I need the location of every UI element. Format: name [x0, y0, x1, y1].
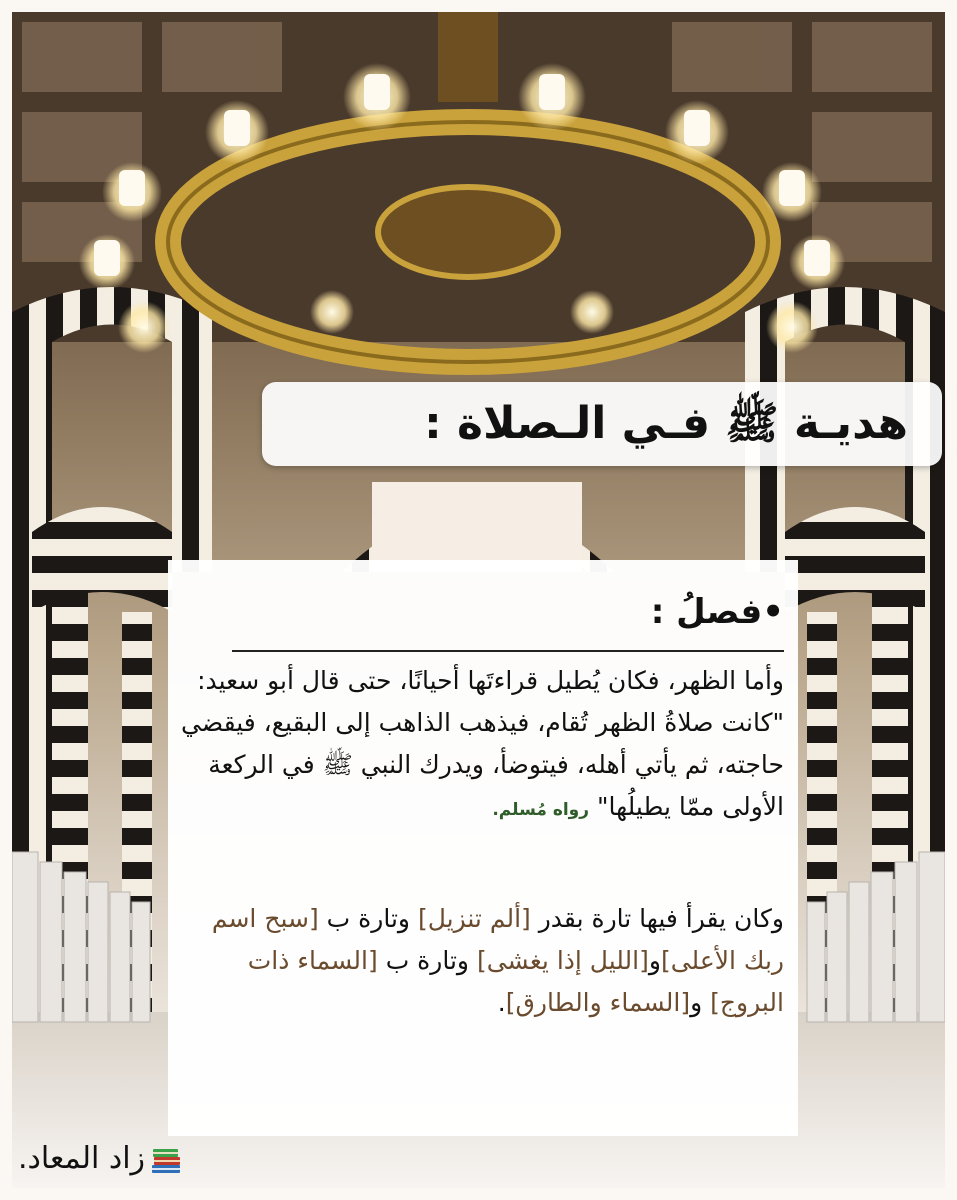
paragraph-1 — [180, 660, 784, 831]
heading-underline — [232, 650, 784, 652]
paragraph-2-intro: وكان يقرأ فيها تارة بقدر — [538, 904, 784, 933]
sura-name: [ألم تنزيل] — [417, 904, 531, 933]
books-icon — [149, 1143, 183, 1177]
book-attribution — [18, 1134, 183, 1184]
connector-text: و — [648, 946, 661, 975]
sura-name: [سبح اسم ربك الأعلى] — [211, 904, 784, 975]
page-title: هديـة ﷺ فـي الـصلاة : — [424, 398, 908, 449]
sura-name: [الليل إذا يغشى] — [476, 946, 649, 975]
paragraph-2 — [180, 898, 784, 1024]
content-card — [168, 560, 798, 1136]
sura-name: [السماء والطارق] — [505, 988, 691, 1017]
connector-text: وتارة ب — [326, 904, 410, 933]
connector-text: و — [690, 988, 703, 1017]
book-title: زاد المعاد. — [18, 1141, 146, 1176]
section-heading: •فصلُ : — [650, 592, 784, 632]
connector-text: وتارة ب — [385, 946, 470, 975]
paragraph-2-end: . — [497, 988, 506, 1017]
hadith-source: رواه مُسلم. — [492, 800, 590, 820]
paragraph-1-text: وأما الظهر، فكان يُطيل قراءتَها أحيانًا، حتى قال أبو سعيد: "كانت صلاةُ الظهر تُقام، فيذهب الذاهب إلى البقيع، فيقضي حاجته، ثم يأتي أهله، فيتوضأ، ويدرك النبي ﷺ في الركعة الأولى ممّا يطيلُها" — [181, 666, 784, 821]
title-banner — [262, 382, 942, 466]
sura-name: [السماء ذات البروج] — [247, 946, 784, 1017]
